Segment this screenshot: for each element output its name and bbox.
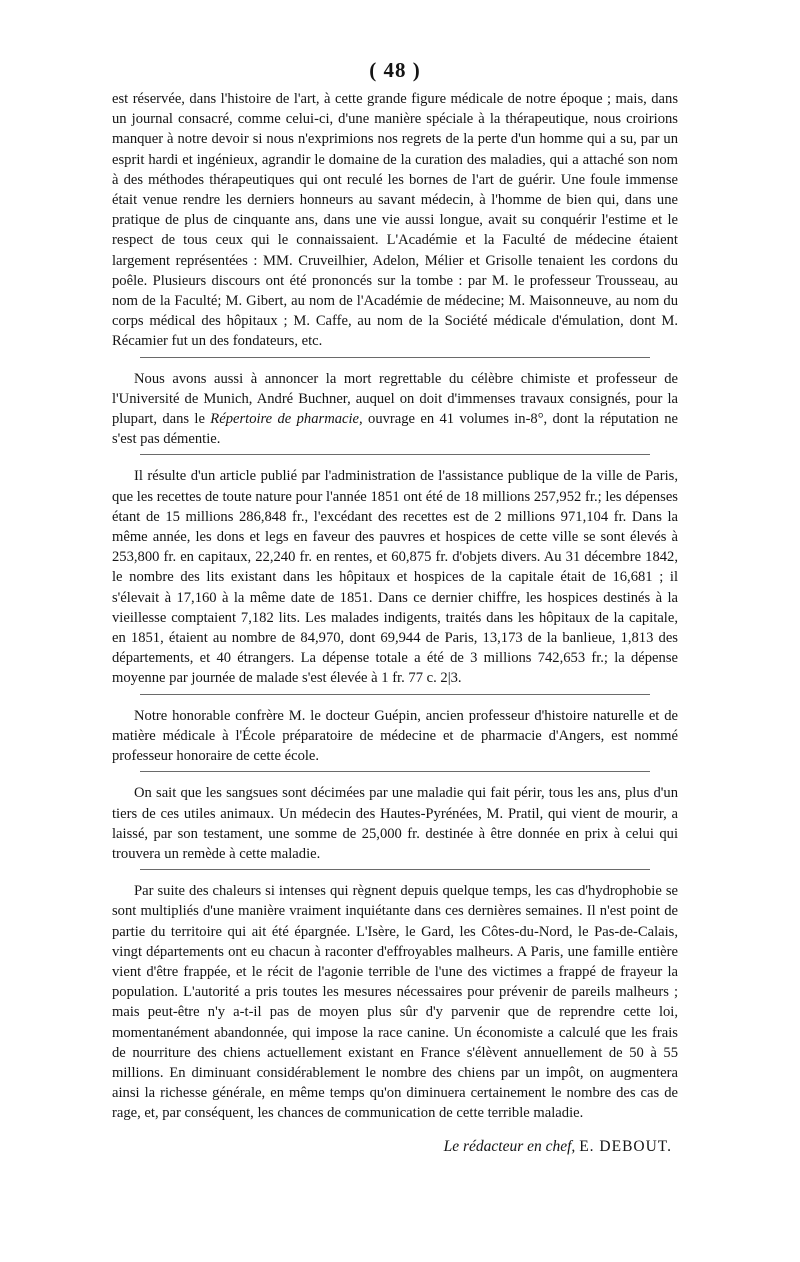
paragraph-recamier-obituary: est réservée, dans l'histoire de l'art, à cette grande figure médicale de notre époque ; mais, dans un journal consacré, comme celui-ci, d'une manière spéciale à la thérapeutique, nous croirions manquer à notre devoir si nous n'exprimions nos regrets de la perte d'un homme qui a su, par un esprit hardi et ingénieux, agrandir le domaine de la curation des maladies, qui a attaché son nom à des méthodes thérapeutiques qui ont reculé les bornes de l'art de guérir. Une foule immense était venue rendre les derniers honneurs au savant médecin, à l'homme de bien qui, dans une pratique de plus de cinquante ans, dans une vie aussi longue, avait su conquérir l'estime et le respect de tous ceux qui le connaissaient. L'Académie et la Faculté de médecine étaient largement représentées : MM. Cruveilhier, Adelon, Mélier et Grisolle tenaient les cordons du poêle. Plusieurs discours ont été prononcés sur la tombe : par M. le professeur Trousseau, au nom de la Faculté; M. Gibert, au nom de l'Académie de médecine; M. Maisonneuve, au nom du corps médical des hôpitaux ; M. Caffe, au nom de la Société médicale d'émulation, dont M. Récamier fut un des fondateurs, etc. xyxy=(112,91,678,350)
section-divider xyxy=(140,694,650,695)
editor-signature xyxy=(112,1138,678,1156)
signature-role: Le rédacteur en chef, xyxy=(443,1137,576,1155)
section-divider xyxy=(140,454,650,455)
paragraph-leeches-prize: On sait que les sangsues sont décimées par une maladie qui fait périr, tous les ans, plus d'un tiers de ces utiles animaux. Un médecin des Hautes-Pyrénées, M. Pratil, qui vient de mourir, a laissé, par son testament, une somme de 25,000 fr. destinée à être donnée en prix à celui qui trouvera un remède à cette maladie. xyxy=(112,785,678,862)
signature-name: E. DEBOUT. xyxy=(579,1137,672,1155)
paragraph-buchner-obituary xyxy=(112,369,678,450)
paragraph-guepin-nomination: Notre honorable confrère M. le docteur Guépin, ancien professeur d'histoire naturelle et de matière médicale à l'École préparatoire de médecine et de pharmacie d'Angers, est nommé professeur honoraire de cette école. xyxy=(112,707,678,765)
paragraph-assistance-publique: Il résulte d'un article publié par l'administration de l'assistance publique de la ville de Paris, que les recettes de toute nature pour l'année 1851 ont été de 18 millions 257,952 fr.; les dépenses étant de 15 millions 286,848 fr., l'excédant des recettes est de 2 millions 971,104 fr. Dans la même année, les dons et legs en faveur des pauvres et hospices de cette ville se sont élevés à 253,800 fr. en capitaux, 22,240 fr. en rentes, et 60,875 fr. d'objets divers. Au 31 décembre 1842, le nombre des lits existant dans les hôpitaux et hospices de la capitale était de 16,681 ; il s'élevait à 17,160 à la même date de 1851. Dans ce dernier chiffre, les hospices destinés à la vieillesse comptaient 7,182 lits. Les malades indigents, traités dans les hôpitaux de la capitale, en 1851, étaient au nombre de 84,970, dont 69,944 de Paris, 13,173 de la banlieue, 1,813 des départements, et 40 étrangers. La dépense totale a été de 3 millions 742,653 fr.; la dépense moyenne par journée de malade s'est élevée à 1 fr. 77 c. 2|3. xyxy=(112,468,678,687)
section-divider xyxy=(140,869,650,870)
book-title: Répertoire de pharmacie, xyxy=(210,411,363,428)
journal-page xyxy=(112,58,678,1156)
paragraph-text: Nous avons aussi à annoncer la mort regrettable du célèbre chimiste et professeur de l'Université de Munich, André Buchner, auquel on doit d'immenses travaux consignés, pour la plupart, dans le xyxy=(112,370,678,428)
paragraph-hydrophobia: Par suite des chaleurs si intenses qui règnent depuis quelque temps, les cas d'hydrophobie se sont multipliés d'une manière vraiment inquiétante dans ces dernières semaines. Il n'est point de partie du territoire qui ait été épargnée. L'Isère, le Gard, les Côtes-du-Nord, le Pas-de-Calais, vingt départements ont eu chacun à raconter d'effroyables malheurs. A Paris, une famille entière vient d'être frappée, et le récit de l'agonie terrible de l'une des victimes a frappé de frayeur la population. L'autorité a pris toutes les mesures nécessaires pour prévenir de pareils malheurs ; mais peut-être n'y a-t-il pas de moyen plus sûr d'y parvenir que de reprendre cette loi, momentanément abandonnée, qui impose la race canine. Un économiste a calculé que les frais de nourriture des chiens actuellement existant en France s'élèvent annuellement de 50 à 55 millions. En diminuant considérablement le nombre des chiens par un impôt, on augmentera ainsi la richesse générale, en même temps qu'on diminuera certainement le nombre des cas de rage, et, par conséquent, les chances de communication de cette terrible maladie. xyxy=(112,883,678,1122)
section-divider xyxy=(140,357,650,358)
paragraph-text: ouvrage en 41 volumes in-8°, dont la réputation ne s'est pas démentie. xyxy=(112,411,678,448)
section-divider xyxy=(140,771,650,772)
page-number: ( 48 ) xyxy=(369,58,421,82)
